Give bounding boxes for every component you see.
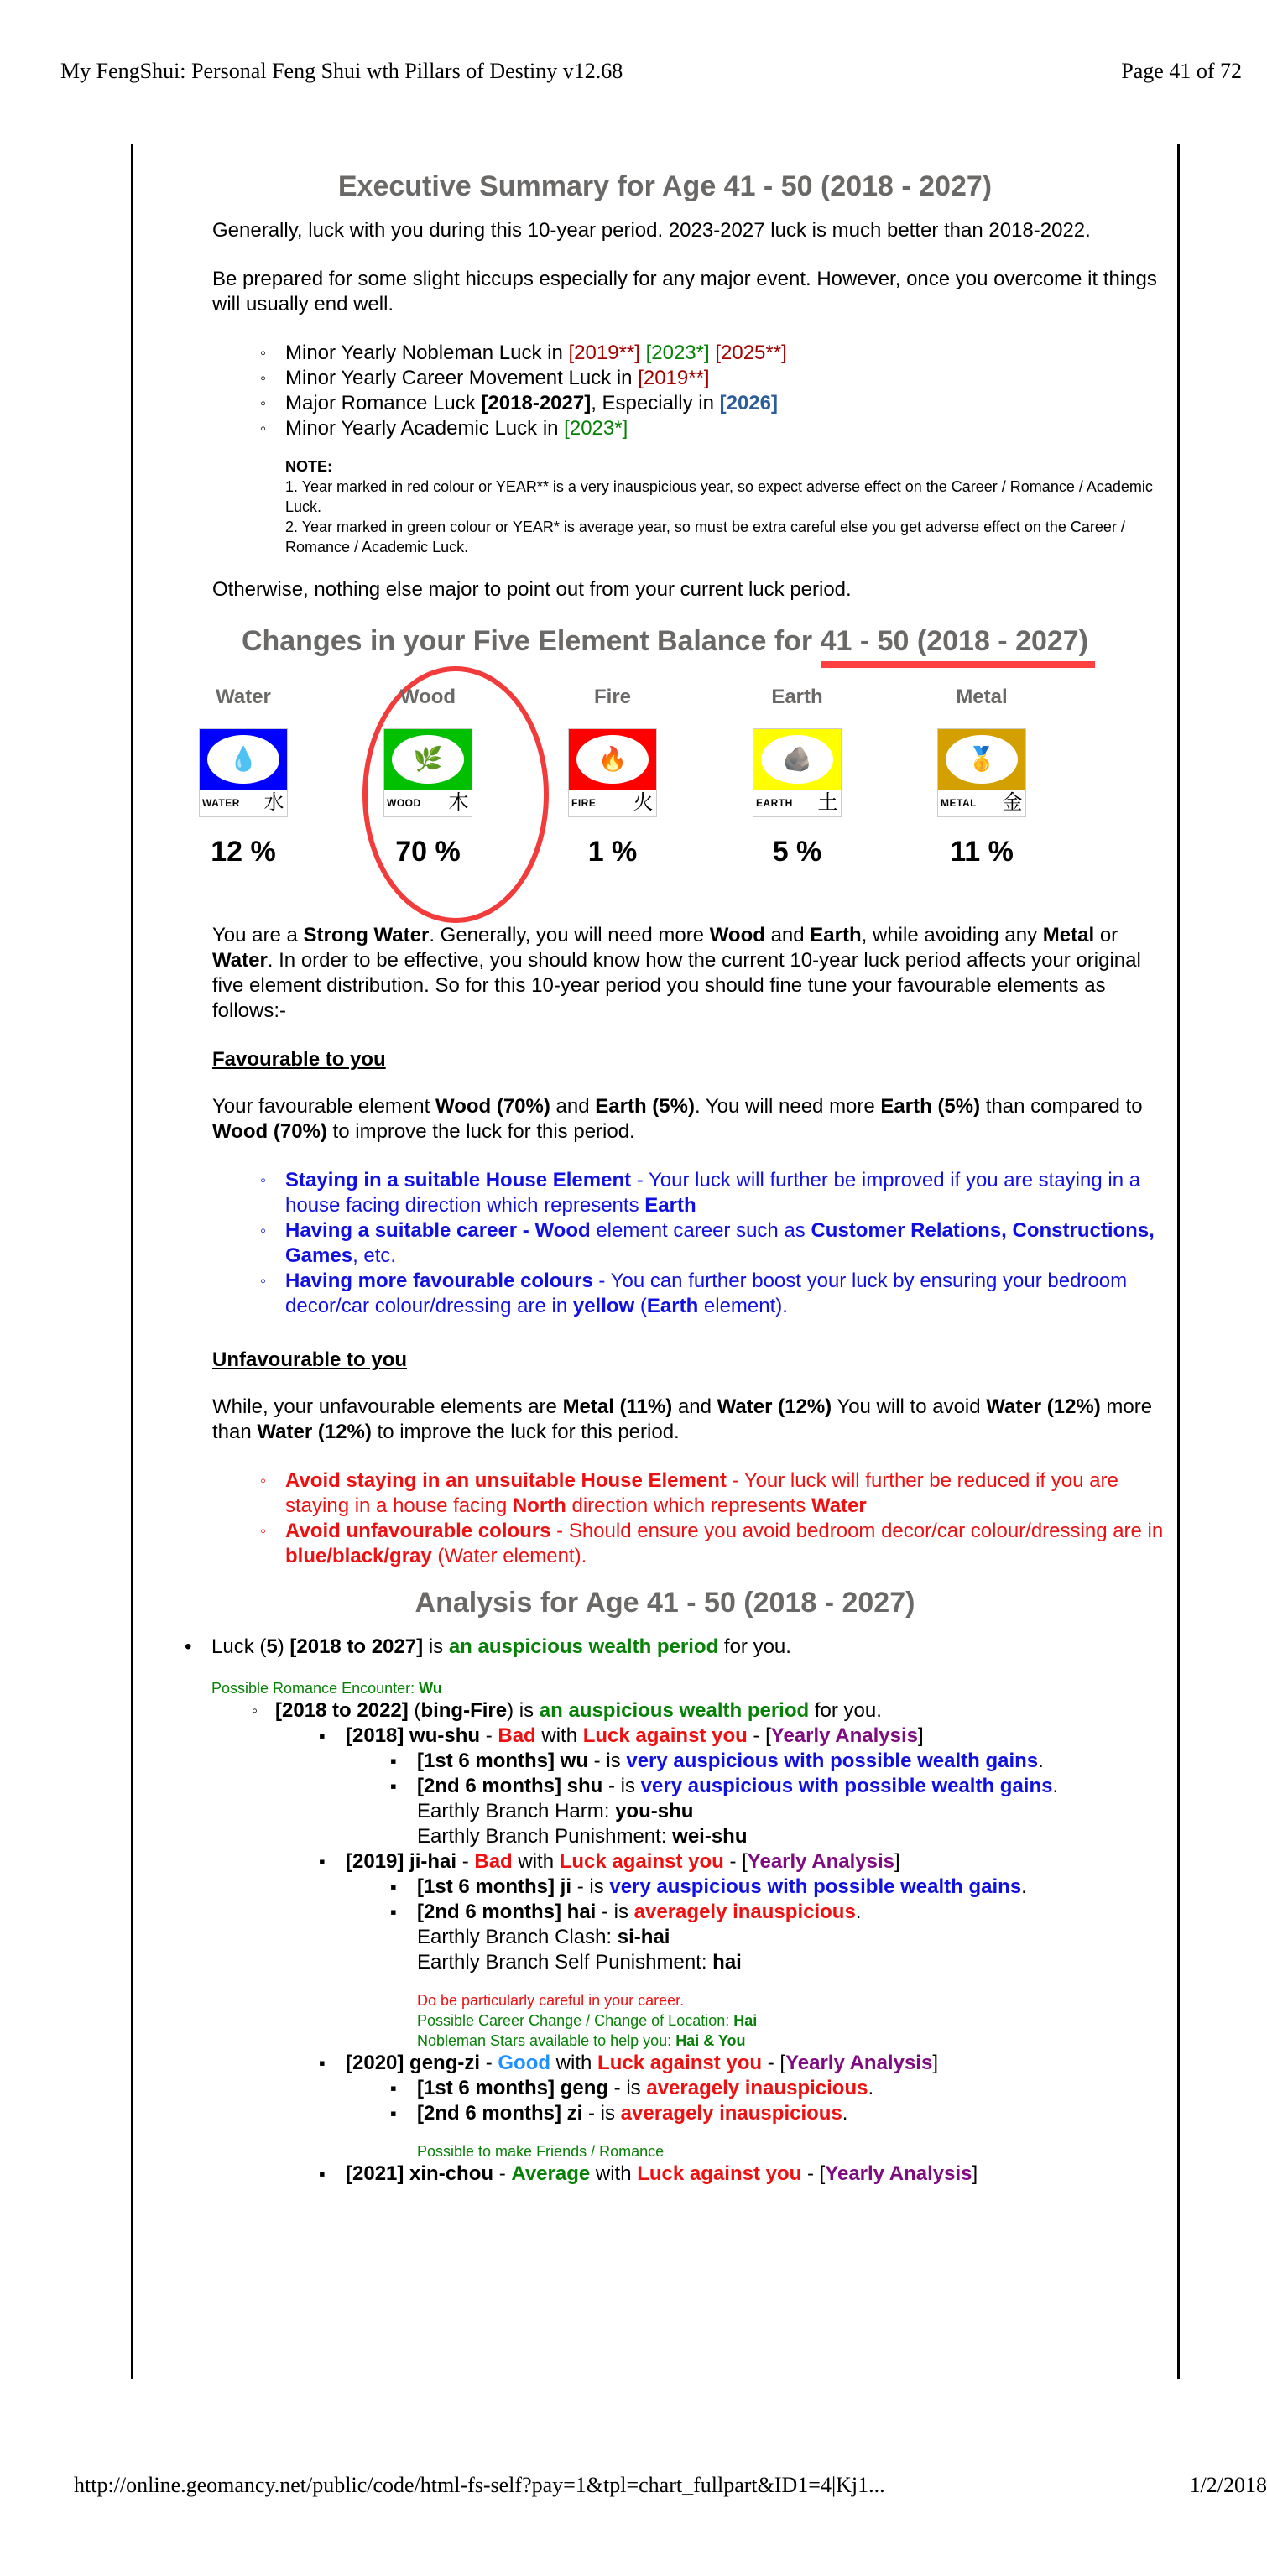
five-element-title <box>159 623 1171 660</box>
analysis-title: Analysis for Age 41 - 50 (2018 - 2027) <box>415 1587 915 1619</box>
yearly-analysis-link[interactable]: Yearly Analysis <box>770 1724 918 1747</box>
luck-range: [2018-2027] <box>481 392 592 415</box>
luck-summary-item <box>260 341 1171 366</box>
year-advice-notes <box>417 2141 1171 2161</box>
element-balance-row <box>159 685 1171 920</box>
element-tile-caption <box>569 790 656 816</box>
year-entry: ▪ [2018] wu-shu - Bad with Luck against you - [Yearly Analysis] <box>319 1723 1171 1749</box>
year-tag: [2025**] <box>715 342 787 364</box>
luck-summary-label: Major Romance Luck <box>285 392 482 415</box>
element-tile <box>937 728 1026 817</box>
print-date: 1/2/2018 <box>1189 2473 1267 2497</box>
element-tile <box>753 728 842 817</box>
yearly-list <box>185 1723 1171 2187</box>
five-element-title-highlight: 41 - 50 (2018 - 2027) <box>821 623 1088 660</box>
element-fire <box>529 685 696 868</box>
note-item-1: 1. Year marked in red colour or YEAR** is a very inauspicious year, so expect adverse effect on the Career / Romance / Academic Luck. <box>285 478 1153 515</box>
luck-summary-label: Minor Yearly Nobleman Luck in <box>285 342 569 364</box>
favourable-item: ◦ Having a suitable career - Wood element career such as Customer Relations, Constructions, Games, etc. <box>260 1218 1171 1269</box>
unfavourable-item: ◦ Avoid staying in an unsuitable House Element - Your luck will further be reduced if you are staying in a house facing North direction which represents Water <box>260 1468 1171 1519</box>
flame-icon: 🔥 <box>576 735 649 784</box>
note-title: NOTE: <box>285 458 332 475</box>
element-chinese-char: 水 <box>263 791 284 814</box>
year-advice: Possible Career Change / Change of Location: Hai <box>417 2012 758 2029</box>
element-chinese-char: 金 <box>1002 791 1023 814</box>
page-number: Page 41 of 72 <box>1121 59 1242 83</box>
element-tile <box>383 728 472 817</box>
year-tag: [2026] <box>719 392 778 415</box>
year-entry: ▪ [2021] xin-chou - Average with Luck against you - [Yearly Analysis] <box>319 2161 1171 2187</box>
luck-summary-item <box>260 416 1171 441</box>
romance-encounter-note: Possible Romance Encounter: Wu <box>211 1680 442 1697</box>
document-title: My FengShui: Personal Feng Shui wth Pillars of Destiny v12.68 <box>60 59 623 83</box>
year-tag: [2019**] <box>568 342 640 364</box>
otherwise-paragraph: Otherwise, nothing else major to point out from your current luck period. <box>212 578 852 601</box>
frame-left-border <box>131 144 133 2379</box>
source-url: http://online.geomancy.net/public/code/html-fs-self?pay=1&tpl=chart_fullpart&ID1=4|Kj1... <box>74 2473 885 2497</box>
favourable-paragraph: Your favourable element Wood (70%) and Earth (5%). You will need more Earth (5%) than compared to Wood (70%) to improve the luck for this period. <box>212 1095 1143 1143</box>
yearly-analysis-link[interactable]: Yearly Analysis <box>747 1850 895 1873</box>
element-percent: 12 % <box>211 836 276 868</box>
element-tile-color <box>200 729 287 790</box>
earthly-branch-note: Earthly Branch Punishment: wei-shu <box>417 1825 748 1848</box>
luck-summary-label: Minor Yearly Academic Luck in <box>285 417 565 440</box>
favourable-heading: Favourable to you <box>212 1048 386 1071</box>
element-tile-caption <box>200 790 287 816</box>
element-tile-label: FIRE <box>571 797 597 809</box>
note-item-2: 2. Year marked in green colour or YEAR* is average year, so must be extra careful else you get adverse effect on the Career / Romance / Academic Luck. <box>285 519 1125 555</box>
element-tile-label: WATER <box>202 797 240 809</box>
element-tile-color <box>938 729 1025 790</box>
year-tag: [2023*] <box>645 342 710 364</box>
luck-summary-suffix: , Especially in <box>591 392 720 415</box>
water-drops-icon: 💧 <box>207 735 279 784</box>
unfavourable-list <box>260 1468 1171 1569</box>
element-tile-caption <box>753 790 841 816</box>
year-advice: Do be particularly careful in your career. <box>417 1992 685 2009</box>
element-intro-paragraph: You are a Strong Water. Generally, you will need more Wood and Earth, while avoiding any Metal or Water. In order to be effective, you should know how the current 10-year luck period affects your original five element distribution. So for this 10-year period you should fine tune your favourable elements as follows:- <box>212 924 1141 1022</box>
element-tile-label: EARTH <box>756 797 793 809</box>
element-tile-color <box>753 729 841 790</box>
favourable-item: ◦ Having more favourable colours - You can further boost your luck by ensuring your bedroom decor/car colour/dressing are in yellow (Earth element). <box>260 1269 1171 1319</box>
half-year-entry: ▪ [1st 6 months] ji - is very auspicious with possible wealth gains. <box>390 1875 1171 1900</box>
element-tile-label: WOOD <box>387 797 421 809</box>
element-percent: 1 % <box>587 836 638 868</box>
element-chinese-char: 土 <box>817 791 838 814</box>
element-name: Fire <box>593 686 631 708</box>
element-tile-caption <box>938 790 1025 816</box>
element-tile-color <box>384 729 472 790</box>
year-advice: Possible to make Friends / Romance <box>417 2143 665 2160</box>
element-percent: 5 % <box>772 836 822 868</box>
element-water <box>159 685 327 868</box>
half-year-entry: ▪ [2nd 6 months] shu - is very auspicious with possible wealth gains. <box>390 1774 1171 1799</box>
element-percent: 11 % <box>950 836 1014 868</box>
report-content <box>159 151 1171 2187</box>
element-name: Wood <box>399 686 456 708</box>
year-entry: ▪ [2019] ji-hai - Bad with Luck against you - [Yearly Analysis] <box>319 1849 1171 1875</box>
half-year-entry: ▪ [2nd 6 months] zi - is averagely inauspicious. <box>390 2101 1171 2126</box>
note-box <box>285 456 1171 557</box>
earthly-branch-note: Earthly Branch Self Punishment: hai <box>417 1951 742 1974</box>
year-tag: [2023*] <box>564 417 628 440</box>
earthly-branch-note: Earthly Branch Harm: you-shu <box>417 1800 694 1822</box>
luck-summary-label: Minor Yearly Career Movement Luck in <box>285 367 639 389</box>
year-tag: [2019**] <box>638 367 710 389</box>
element-name: Earth <box>771 686 823 708</box>
print-header <box>60 59 1267 92</box>
unfavourable-heading: Unfavourable to you <box>212 1348 408 1371</box>
element-wood <box>344 685 512 868</box>
element-tile-label: METAL <box>941 797 977 809</box>
half-year-entry: ▪ [1st 6 months] wu - is very auspicious with possible wealth gains. <box>390 1749 1171 1774</box>
executive-summary-title: Executive Summary for Age 41 - 50 (2018 - 2027) <box>337 170 993 202</box>
element-chinese-char: 火 <box>633 791 654 814</box>
year-advice: Nobleman Stars available to help you: Hai & You <box>417 2032 746 2049</box>
favourable-item: ◦ Staying in a suitable House Element - Your luck will further be improved if you are staying in a house facing direction which represents Earth <box>260 1168 1171 1218</box>
yearly-analysis-link[interactable]: Yearly Analysis <box>785 2052 933 2074</box>
tree-icon: 🌿 <box>392 735 464 784</box>
favourable-list <box>260 1168 1171 1319</box>
year-entry: ▪ [2020] geng-zi - Good with Luck against you - [Yearly Analysis] <box>319 2051 1171 2076</box>
unfavourable-item: ◦ Avoid unfavourable colours - Should ensure you avoid bedroom decor/car colour/dressing are in blue/black/gray (Water element). <box>260 1519 1171 1569</box>
element-metal <box>898 685 1066 868</box>
year-advice-notes <box>417 1990 1171 2051</box>
earth-rocks-icon: 🪨 <box>761 735 833 784</box>
element-tile-color <box>569 729 656 790</box>
half-year-entry: ▪ [2nd 6 months] hai - is averagely inauspicious. <box>390 1900 1171 1925</box>
half-year-entry: ▪ [1st 6 months] geng - is averagely inauspicious. <box>390 2076 1171 2101</box>
earthly-branch-note: Earthly Branch Clash: si-hai <box>417 1926 670 1948</box>
unfavourable-paragraph: While, your unfavourable elements are Metal (11%) and Water (12%) You will to avoid Water (12%) more than Water (12%) to improve the luck for this period. <box>212 1395 1153 1443</box>
executive-paragraph-2: Be prepared for some slight hiccups especially for any major event. However, once you overcome it things will usually end well. <box>212 268 1157 315</box>
frame-right-border <box>1177 144 1180 2379</box>
element-earth <box>713 685 881 868</box>
element-tile-caption <box>384 790 472 816</box>
luck-period-line: • Luck (5) [2018 to 2027] is an auspicious wealth period for you. <box>185 1635 1171 1660</box>
element-name: Water <box>216 686 271 708</box>
element-chinese-char: 木 <box>448 791 469 814</box>
luck-summary-item <box>260 366 1171 391</box>
luck-summary-list <box>260 341 1171 441</box>
executive-paragraph-1: Generally, luck with you during this 10-year period. 2023-2027 luck is much better than 2018-2022. <box>212 219 1091 242</box>
element-tile <box>568 728 657 817</box>
analysis-section <box>185 1635 1171 2187</box>
element-percent: 70 % <box>395 836 461 868</box>
luck-summary-item <box>260 391 1171 416</box>
element-name: Metal <box>956 686 1008 708</box>
sub-period-line: ◦ [2018 to 2022] (bing-Fire) is an auspicious wealth period for you. <box>252 1698 1171 1723</box>
yearly-analysis-link[interactable]: Yearly Analysis <box>825 2162 972 2185</box>
element-tile <box>199 728 288 817</box>
gold-ingot-icon: 🥇 <box>946 735 1018 784</box>
five-element-title-prefix: Changes in your Five Element Balance for <box>241 625 821 657</box>
